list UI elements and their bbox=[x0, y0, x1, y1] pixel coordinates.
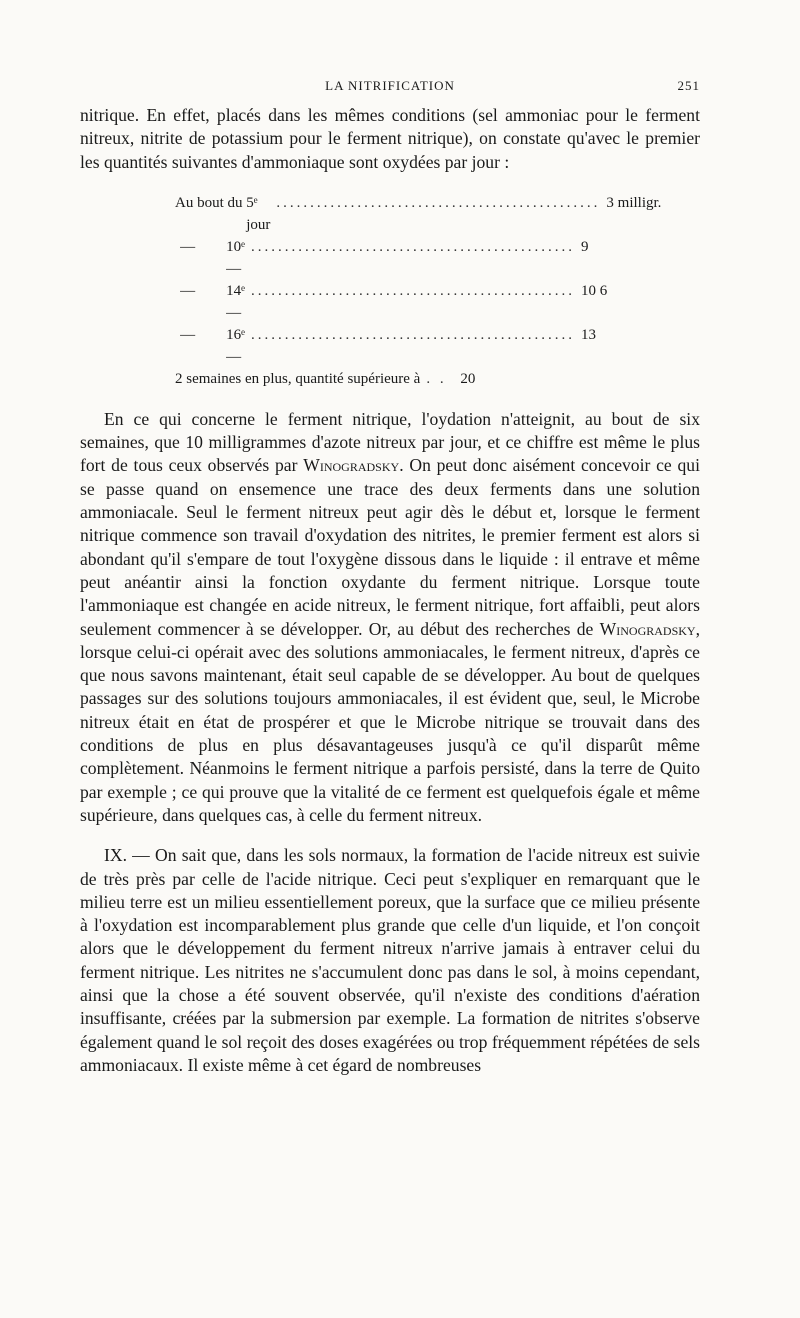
running-title: LA NITRIFICATION bbox=[325, 78, 455, 93]
row-label: — bbox=[180, 282, 196, 299]
paragraph-2 bbox=[80, 408, 700, 827]
table-row bbox=[175, 368, 645, 390]
text-run: En ce qui concerne le ferment nitrique, l'oydation n'atteignit, au bout de six semaines, que 10 milligrammes d'azote nitreux par jour, et ce chiffre est même le plus fort de tous ceux observés par bbox=[80, 408, 700, 476]
paragraph-1: nitrique. En effet, placés dans les mêmes conditions (sel ammoniac pour le ferment nitreux, nitrite de potassium pour le ferment nitrique), on constate qu'avec le premier les quantités suivantes d'ammoniaque sont oxydées par jour : bbox=[80, 105, 700, 172]
table-row bbox=[175, 280, 645, 324]
running-header bbox=[80, 78, 700, 100]
row-value: 10 6 bbox=[581, 282, 608, 299]
table-row bbox=[175, 324, 645, 368]
row-label: — bbox=[180, 326, 196, 343]
book-page bbox=[80, 78, 700, 1077]
row-label: — bbox=[180, 238, 196, 255]
paragraph-3: IX. — On sait que, dans les sols normaux, la formation de l'acide nitreux est suivie de très près par celle de l'acide nitrique. Ceci peut s'expliquer en remarquant que le milieu terre est un milieu essentiellement poreux, que la surface que ce milieu présente à l'oxydation est incomparablement plus grande que celle d'un liquide, et l'on conçoit alors que le développement du ferment nitreux n'arrive jamais à entraver celui du ferment nitrique. Les nitrites ne s'accumulent donc pas dans le sol, à moins cependant, ainsi que la chose a été souvent observée, qu'il n'existe des conditions d'aération insuffisante, créées par la submersion par exemple. La formation de nitrites s'observe également quand le sol reçoit des doses exagérées ou trop fréquemment répétées de sels ammoniacaux. Il existe même à cet égard de nombreuses bbox=[80, 845, 700, 1075]
dot-leader: . . bbox=[426, 370, 447, 387]
text-run: . On peut donc aisément concevoir ce qui se passe quand on ensemence une trace des deux ferments dans une solution ammoniacale. Seul le ferment nitreux peut agir dès le début et, lorsque le ferment nitrique commence son travail d'oxydation des nitrites, le premier ferment est alors si abondant qu'il s'empare de tout l'oxygène dissous dans le liquide : il entrave et même peut anéantir ainsi la fonction oxydante du ferment nitrique. Lorsque toute l'ammoniaque est changée en acide nitreux, le ferment nitrique, fort affaibli, peut alors seulement commencer à se développer. Or, au début des recherches de bbox=[80, 455, 700, 639]
row-value: 20 bbox=[460, 370, 476, 387]
table-row bbox=[175, 192, 662, 236]
row-ordinal: 16ᵉ — bbox=[226, 326, 245, 365]
row-label: Au bout du bbox=[175, 194, 243, 211]
author-name: Winogradsky bbox=[599, 618, 696, 639]
row-label: 2 semaines en plus, quantité supérieure à bbox=[175, 370, 421, 387]
row-value: 9 bbox=[581, 238, 589, 255]
row-value: 3 milligr. bbox=[606, 194, 662, 211]
row-ordinal: 5ᵉ jour bbox=[246, 194, 271, 233]
dot-leader: ................................................ bbox=[251, 282, 575, 299]
author-name: Winogradsky bbox=[303, 455, 400, 476]
dot-leader: ................................................ bbox=[251, 238, 575, 255]
page-number: 251 bbox=[677, 78, 700, 93]
row-value: 13 bbox=[581, 326, 596, 343]
dot-leader: ................................................ bbox=[251, 326, 575, 343]
table-row bbox=[175, 236, 645, 280]
row-ordinal: 14ᵉ — bbox=[226, 282, 245, 321]
row-ordinal: 10ᵉ — bbox=[226, 238, 245, 277]
dot-leader: ................................................ bbox=[276, 194, 601, 211]
text-run: , lorsque celui-ci opérait avec des solutions ammoniacales, le ferment nitreux, d'après ce que nous savons maintenant, était seul capable de se développer. Au bout de quelques passages sur des solutions toujours ammoniacales, il est évident que, seul, le Microbe nitreux était en état de prospérer et que le Microbe nitrique se trouvait dans des conditions de plus en plus désavantageuses jusqu'à ce qu'il disparût même complètement. Néanmoins le ferment nitrique a parfois persisté, dans la terre de Quito par exemple ; ce qui prouve que la vitalité de ce ferment est quelquefois égale et même supérieure, dans quelques cas, à celle du ferment nitreux. bbox=[80, 618, 700, 825]
oxidation-table bbox=[175, 192, 662, 390]
